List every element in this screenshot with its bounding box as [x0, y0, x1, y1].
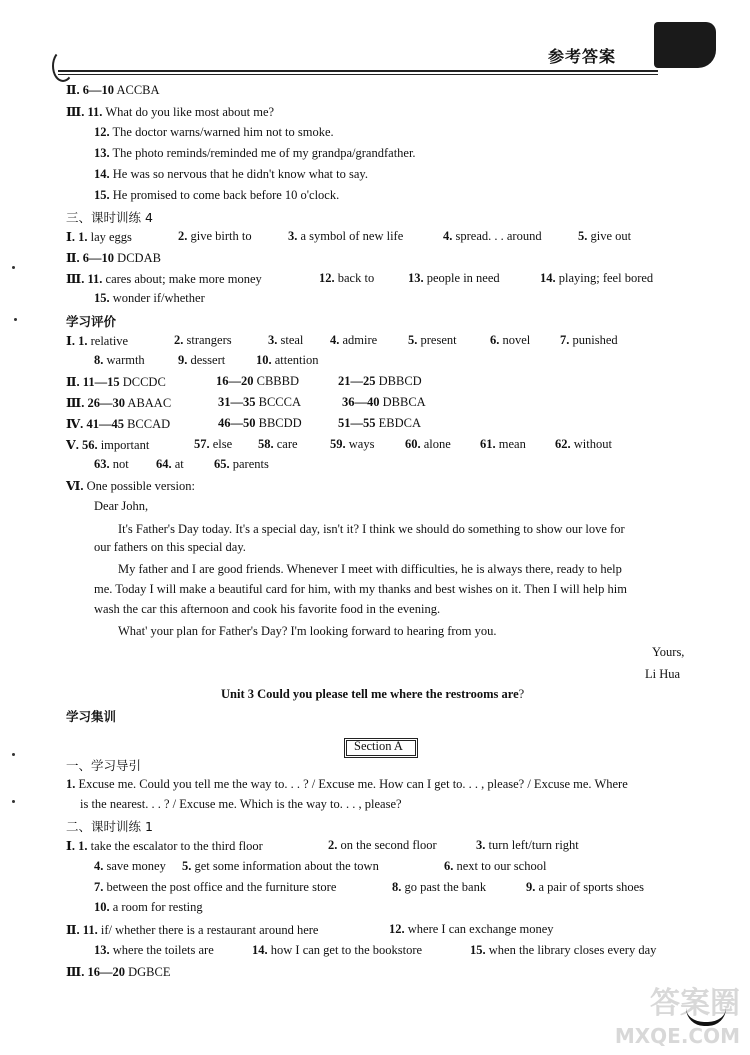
text-segment: Ⅱ.: [66, 923, 83, 937]
text-segment: 1.: [66, 777, 76, 791]
text-line: [221, 687, 524, 702]
text-segment: BBCDD: [255, 416, 302, 430]
text-segment: Yours,: [652, 645, 685, 659]
text-segment: 16—20: [216, 374, 254, 388]
text-segment: Unit 3 Could you please tell me where the restrooms are: [221, 687, 519, 701]
text-segment: 15.: [470, 943, 486, 957]
text-line: [94, 540, 246, 555]
text-segment: alone: [420, 437, 451, 451]
text-segment: ?: [518, 687, 525, 701]
text-segment: 9.: [178, 353, 188, 367]
text-segment: He was so nervous that he didn't know what to say.: [109, 167, 368, 181]
text-segment: ways: [345, 437, 375, 451]
text-segment: 9.: [526, 880, 536, 894]
text-segment: relative: [87, 334, 129, 348]
text-segment: 4.: [94, 859, 104, 873]
text-segment: Ⅲ.: [66, 396, 88, 410]
text-segment: 一、学习导引: [66, 758, 142, 773]
text-segment: 11—15: [82, 375, 120, 389]
text-line: [118, 562, 622, 577]
text-segment: 1.: [78, 230, 88, 244]
text-segment: 15.: [94, 291, 110, 305]
text-line: [94, 602, 440, 617]
text-line: [94, 943, 214, 958]
text-line: [66, 922, 318, 938]
text-segment: strangers: [183, 333, 232, 347]
text-segment: attention: [271, 353, 319, 367]
text-segment: What do you like most about me?: [102, 105, 275, 119]
header-rule-thin: [58, 74, 658, 75]
text-line: [405, 437, 451, 452]
text-segment: take the escalator to the third floor: [87, 839, 263, 853]
text-line: [66, 395, 171, 411]
text-line: [555, 437, 612, 452]
text-line: [174, 333, 232, 348]
text-segment: 13.: [94, 146, 110, 160]
text-line: [94, 146, 416, 161]
text-segment: without: [570, 437, 612, 451]
scan-speck: [14, 318, 17, 321]
text-line: [540, 271, 653, 286]
text-line: [182, 859, 379, 874]
page-header-title: 参考答案: [548, 47, 617, 66]
text-line: [338, 374, 422, 389]
text-segment: Ⅳ.: [66, 417, 87, 431]
text-segment: 36—40: [342, 395, 380, 409]
text-line: [328, 838, 437, 853]
text-segment: 26—30: [87, 396, 125, 410]
text-segment: on the second floor: [337, 838, 437, 852]
text-segment: 14.: [540, 271, 556, 285]
text-line: [66, 82, 160, 98]
text-segment: punished: [569, 333, 618, 347]
text-segment: 58.: [258, 437, 274, 451]
text-line: [256, 353, 319, 368]
text-segment: Li Hua: [645, 667, 681, 681]
text-segment: 11.: [87, 105, 103, 119]
text-segment: 2.: [174, 333, 184, 347]
text-segment: warmth: [103, 353, 145, 367]
text-segment: 59.: [330, 437, 346, 451]
text-segment: 56.: [81, 438, 98, 452]
text-segment: if/ whether there is a restaurant around here: [97, 923, 319, 937]
text-segment: save money: [103, 859, 166, 873]
text-segment: 13.: [94, 943, 110, 957]
text-line: [652, 645, 684, 660]
text-segment: 11.: [82, 923, 98, 937]
text-segment: Ⅰ.: [66, 839, 79, 853]
text-segment: novel: [499, 333, 531, 347]
text-line: [218, 416, 302, 431]
text-line: [156, 457, 184, 472]
text-segment: 3.: [268, 333, 278, 347]
text-segment: 46—50: [218, 416, 256, 430]
text-segment: 4.: [443, 229, 453, 243]
text-segment: Ⅲ.: [66, 272, 88, 286]
text-segment: wash the car this afternoon and cook his favorite food in the evening.: [94, 602, 441, 616]
text-segment: DCDAB: [114, 251, 161, 265]
text-line: [342, 395, 426, 410]
text-segment: He promised to come back before 10 o'clock.: [109, 188, 340, 202]
text-line: [66, 478, 195, 494]
text-segment: a pair of sports shoes: [535, 880, 645, 894]
text-line: [94, 125, 334, 140]
text-segment: Excuse me. Could you tell me the way to. . . ? / Excuse me. How can I get to. . . , please? / Excuse me. Where: [75, 777, 628, 791]
text-segment: 学习集训: [66, 709, 117, 724]
text-line: [118, 624, 497, 639]
text-segment: 8.: [94, 353, 104, 367]
text-segment: 2.: [178, 229, 188, 243]
text-segment: 7.: [94, 880, 104, 894]
text-segment: a symbol of new life: [297, 229, 404, 243]
text-segment: BCCAD: [123, 417, 171, 431]
text-segment: is the nearest. . . ? / Excuse me. Which is the way to. . . , please?: [80, 797, 402, 811]
text-segment: me. Today I will make a beautiful card for him, with my thanks and best wishes on it. Then I will help him: [94, 582, 627, 596]
text-segment: 14.: [94, 167, 110, 181]
text-segment: 12.: [319, 271, 335, 285]
text-segment: Ⅵ.: [66, 479, 87, 493]
text-line: [80, 797, 402, 812]
text-segment: next to our school: [453, 859, 547, 873]
text-segment: 60.: [405, 437, 421, 451]
text-line: [338, 416, 421, 431]
text-segment: cares about; make more money: [102, 272, 262, 286]
text-line: [66, 374, 166, 390]
watermark-line2: MXQE.COM: [614, 1024, 740, 1048]
text-segment: 41—45: [86, 417, 124, 431]
text-segment: 二、课时训练 1: [66, 819, 153, 834]
text-line: [578, 229, 631, 244]
header-rule: [58, 70, 658, 72]
text-segment: 51—55: [338, 416, 376, 430]
text-line: [94, 457, 129, 472]
text-segment: when the library closes every day: [485, 943, 657, 957]
text-segment: 64.: [156, 457, 172, 471]
text-segment: steal: [277, 333, 304, 347]
text-segment: 57.: [194, 437, 210, 451]
scan-speck: [12, 266, 15, 269]
scan-speck: [12, 753, 15, 756]
text-segment: our fathers on this special day.: [94, 540, 246, 554]
text-line: [66, 333, 128, 349]
text-segment: DBBCA: [379, 395, 426, 409]
section-label: Section A: [354, 739, 403, 753]
text-segment: a room for resting: [109, 900, 203, 914]
text-line: [66, 271, 262, 287]
text-segment: parents: [229, 457, 269, 471]
text-line: [94, 291, 205, 306]
watermark-line1: 答案圈: [650, 986, 740, 1021]
text-segment: 12.: [389, 922, 405, 936]
text-line: [319, 271, 374, 286]
text-line: [476, 838, 579, 853]
text-segment: The doctor warns/warned him not to smoke.: [109, 125, 334, 139]
text-segment: 6.: [490, 333, 500, 347]
text-segment: 11.: [87, 272, 103, 286]
text-segment: 63.: [94, 457, 110, 471]
text-line: [178, 229, 252, 244]
text-segment: 三、课时训练 4: [66, 210, 153, 225]
text-segment: important: [97, 438, 150, 452]
text-line: [66, 104, 274, 120]
text-segment: 61.: [480, 437, 496, 451]
text-line: [66, 707, 116, 725]
text-segment: else: [209, 437, 233, 451]
text-line: [330, 437, 374, 452]
text-segment: 10.: [256, 353, 272, 367]
text-segment: get some information about the town: [191, 859, 379, 873]
text-line: [490, 333, 530, 348]
text-segment: 1.: [78, 839, 88, 853]
text-segment: DBBCD: [375, 374, 422, 388]
text-line: [392, 880, 486, 895]
text-segment: One possible version:: [86, 479, 195, 493]
text-segment: Ⅲ.: [66, 105, 88, 119]
text-line: [645, 667, 680, 682]
text-line: [443, 229, 542, 244]
text-segment: 21—25: [338, 374, 376, 388]
text-segment: CBBBD: [253, 374, 300, 388]
text-line: [194, 437, 232, 452]
text-segment: 1.: [78, 334, 88, 348]
text-line: [66, 312, 116, 330]
text-line: [66, 208, 153, 226]
text-segment: 10.: [94, 900, 110, 914]
text-segment: 14.: [252, 943, 268, 957]
text-line: [94, 188, 339, 203]
text-segment: wonder if/whether: [109, 291, 205, 305]
text-line: [66, 838, 263, 854]
text-segment: Ⅴ.: [66, 438, 82, 452]
text-line: [216, 374, 299, 389]
text-line: [252, 943, 422, 958]
text-line: [66, 416, 170, 432]
text-segment: 13.: [408, 271, 424, 285]
text-line: [408, 333, 457, 348]
text-line: [66, 777, 628, 792]
text-segment: The photo reminds/reminded me of my grandpa/grandfather.: [109, 146, 416, 160]
text-segment: 6—10: [82, 251, 115, 265]
text-segment: 5.: [182, 859, 192, 873]
text-line: [214, 457, 269, 472]
text-line: [94, 859, 166, 874]
text-segment: ABAAC: [124, 396, 172, 410]
text-segment: mean: [495, 437, 526, 451]
text-segment: turn left/turn right: [485, 838, 579, 852]
text-line: [560, 333, 618, 348]
text-line: [330, 333, 377, 348]
text-line: [258, 437, 298, 452]
text-segment: DCCDC: [119, 375, 166, 389]
text-segment: 12.: [94, 125, 110, 139]
text-line: [118, 522, 625, 537]
text-segment: 15.: [94, 188, 110, 202]
text-line: [444, 859, 546, 874]
text-line: [94, 880, 336, 895]
text-segment: go past the bank: [401, 880, 487, 894]
header-ornament: [52, 50, 74, 82]
text-segment: care: [273, 437, 298, 451]
text-segment: at: [171, 457, 184, 471]
text-segment: 3.: [476, 838, 486, 852]
text-segment: dessert: [187, 353, 226, 367]
text-line: [66, 756, 141, 774]
text-segment: My father and I are good friends. Whenever I meet with difficulties, he is always there, ready to help: [118, 562, 622, 576]
text-segment: What' your plan for Father's Day? I'm looking forward to hearing from you.: [118, 624, 497, 638]
text-line: [94, 582, 627, 597]
text-segment: Ⅱ.: [66, 251, 83, 265]
text-segment: 5.: [578, 229, 588, 243]
text-segment: 5.: [408, 333, 418, 347]
text-segment: 62.: [555, 437, 571, 451]
text-segment: 8.: [392, 880, 402, 894]
text-line: [66, 250, 161, 266]
text-segment: back to: [334, 271, 375, 285]
text-line: [66, 437, 149, 453]
text-line: [94, 167, 368, 182]
text-line: [66, 964, 170, 980]
text-segment: present: [417, 333, 457, 347]
text-line: [389, 922, 554, 937]
text-segment: Ⅱ.: [66, 375, 83, 389]
text-line: [94, 353, 145, 368]
text-segment: give birth to: [187, 229, 252, 243]
text-segment: give out: [587, 229, 632, 243]
text-segment: 16—20: [87, 965, 125, 979]
text-segment: lay eggs: [87, 230, 132, 244]
text-line: [94, 499, 148, 514]
text-segment: Ⅲ.: [66, 965, 88, 979]
text-line: [66, 817, 153, 835]
text-segment: where I can exchange money: [404, 922, 554, 936]
text-segment: people in need: [423, 271, 500, 285]
text-segment: 2.: [328, 838, 338, 852]
text-line: [268, 333, 303, 348]
text-line: [94, 900, 203, 915]
text-line: [526, 880, 644, 895]
text-segment: EBDCA: [375, 416, 421, 430]
scan-speck: [12, 800, 15, 803]
text-line: [178, 353, 225, 368]
text-segment: where the toilets are: [109, 943, 214, 957]
text-segment: DGBCE: [124, 965, 171, 979]
text-segment: not: [109, 457, 129, 471]
text-line: [66, 229, 132, 245]
text-line: [218, 395, 301, 410]
text-segment: BCCCA: [255, 395, 302, 409]
text-segment: 65.: [214, 457, 230, 471]
text-segment: It's Father's Day today. It's a special day, isn't it? I think we should do something to show our love for: [118, 522, 625, 536]
text-segment: 31—35: [218, 395, 256, 409]
text-line: [480, 437, 526, 452]
text-segment: between the post office and the furniture store: [103, 880, 337, 894]
text-segment: Ⅰ.: [66, 334, 79, 348]
text-segment: 6.: [444, 859, 454, 873]
text-segment: playing; feel bored: [555, 271, 654, 285]
text-segment: 6—10: [82, 83, 115, 97]
text-segment: 4.: [330, 333, 340, 347]
text-segment: how I can get to the bookstore: [267, 943, 423, 957]
text-segment: 3.: [288, 229, 298, 243]
text-segment: Ⅰ.: [66, 230, 79, 244]
text-segment: ACCBA: [114, 83, 160, 97]
text-segment: spread. . . around: [452, 229, 542, 243]
header-decoration-block: [654, 22, 716, 68]
text-line: [470, 943, 656, 958]
text-segment: 学习评价: [66, 314, 117, 329]
text-line: [288, 229, 403, 244]
text-segment: Dear John,: [94, 499, 149, 513]
text-segment: 7.: [560, 333, 570, 347]
text-segment: Ⅱ.: [66, 83, 83, 97]
text-segment: admire: [339, 333, 378, 347]
text-line: [408, 271, 500, 286]
